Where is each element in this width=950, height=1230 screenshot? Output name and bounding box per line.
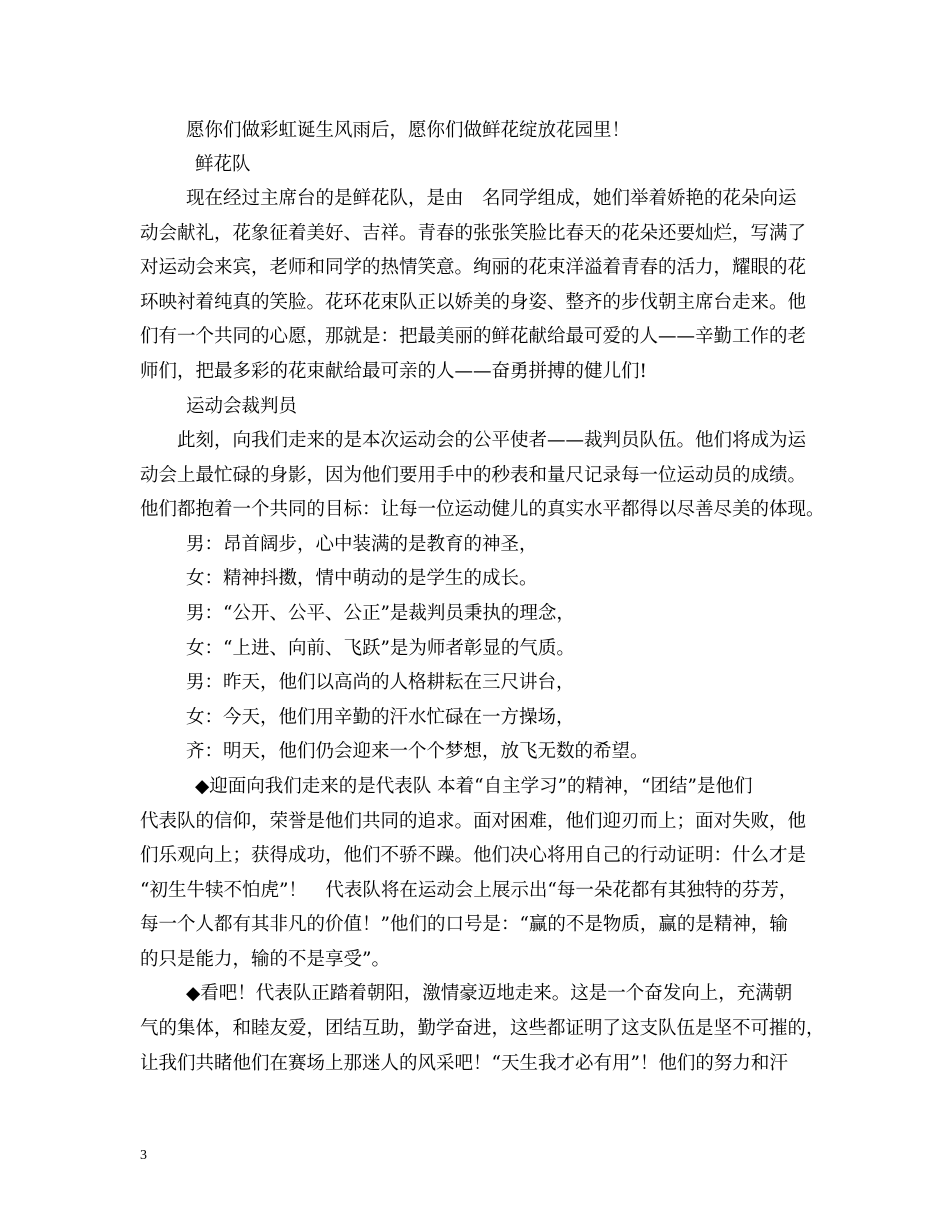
section-heading: 鲜花队 [195, 154, 251, 175]
text-line: 让我们共睹他们在赛场上那迷人的风采吧！“天生我才必有用”！他们的努力和汗 [140, 1053, 788, 1074]
dialogue-line: 齐：明天，他们仍会迎来一个个梦想，放飞无数的希望。 [186, 741, 649, 762]
dialogue-line: 女：今天，他们用辛勤的汗水忙碌在一方操场， [186, 707, 575, 728]
page-number: 3 [140, 1148, 147, 1163]
section-heading: 运动会裁判员 [186, 396, 298, 417]
text-line: “初生牛犊不怕虎”！ 代表队将在运动会上展示出“每一朵花都有其独特的芬芳， [140, 880, 798, 901]
text-line: 愿你们做彩虹诞生风雨后，愿你们做鲜花绽放花园里！ [186, 120, 631, 141]
text-line: 们有一个共同的心愿，那就是：把最美丽的鲜花献给最可爱的人——辛勤工作的老 [140, 326, 807, 347]
dialogue-line: 男：昨天，他们以高尚的人格耕耘在三尺讲台， [186, 672, 575, 693]
dialogue-line: 男：昂首阔步，心中装满的是教育的神圣， [186, 534, 538, 555]
dialogue-line: 女：“上进、向前、飞跃”是为师者彰显的气质。 [186, 638, 575, 659]
text-line: 对运动会来宾，老师和同学的热情笑意。绚丽的花束洋溢着青春的活力，耀眼的花 [140, 257, 807, 278]
text-line: 师们，把最多彩的花束献给最可亲的人——奋勇拼搏的健儿们! [140, 361, 647, 382]
text-line: 他们都抱着一个共同的目标：让每一位运动健儿的真实水平都得以尽善尽美的体现。 [140, 499, 825, 520]
text-line: 气的集体，和睦友爱，团结互助，勤学奋进，这些都证明了这支队伍是坚不可摧的， [140, 1018, 825, 1039]
text-line: 此刻，向我们走来的是本次运动会的公平使者——裁判员队伍。他们将成为运 [177, 430, 807, 451]
dialogue-line: 男：“公开、公平、公正”是裁判员秉执的理念， [186, 603, 575, 624]
text-line: 动会献礼，花象征着美好、吉祥。青春的张张笑脸比春天的花朵还要灿烂，写满了 [140, 223, 807, 244]
text-line: 们乐观向上；获得成功，他们不骄不躁。他们决心将用自己的行动证明：什么才是 [140, 845, 807, 866]
text-line: 现在经过主席台的是鲜花队，是由 名同学组成，她们举着娇艳的花朵向运 [186, 188, 797, 209]
text-line: ◆迎面向我们走来的是代表队 本着“自主学习”的精神，“团结”是他们 [195, 776, 753, 797]
text-line: 的只是能力，输的不是享受”。 [140, 949, 390, 970]
text-line: 环映衬着纯真的笑脸。花环花束队正以娇美的身姿、整齐的步伐朝主席台走来。他 [140, 292, 807, 313]
text-line: ◆看吧！代表队正踏着朝阳，激情豪迈地走来。这是一个奋发向上，充满朝 [186, 983, 793, 1004]
text-line: 代表队的信仰，荣誉是他们共同的追求。面对困难，他们迎刃而上；面对失败，他 [140, 811, 807, 832]
text-line: 动会上最忙碌的身影，因为他们要用手中的秒表和量尺记录每一位运动员的成绩。 [140, 465, 807, 486]
text-line: 每一个人都有其非凡的价值！”他们的口号是：“赢的不是物质，赢的是精神，输 [140, 914, 788, 935]
dialogue-line: 女：精神抖擞，情中萌动的是学生的成长。 [186, 568, 538, 589]
